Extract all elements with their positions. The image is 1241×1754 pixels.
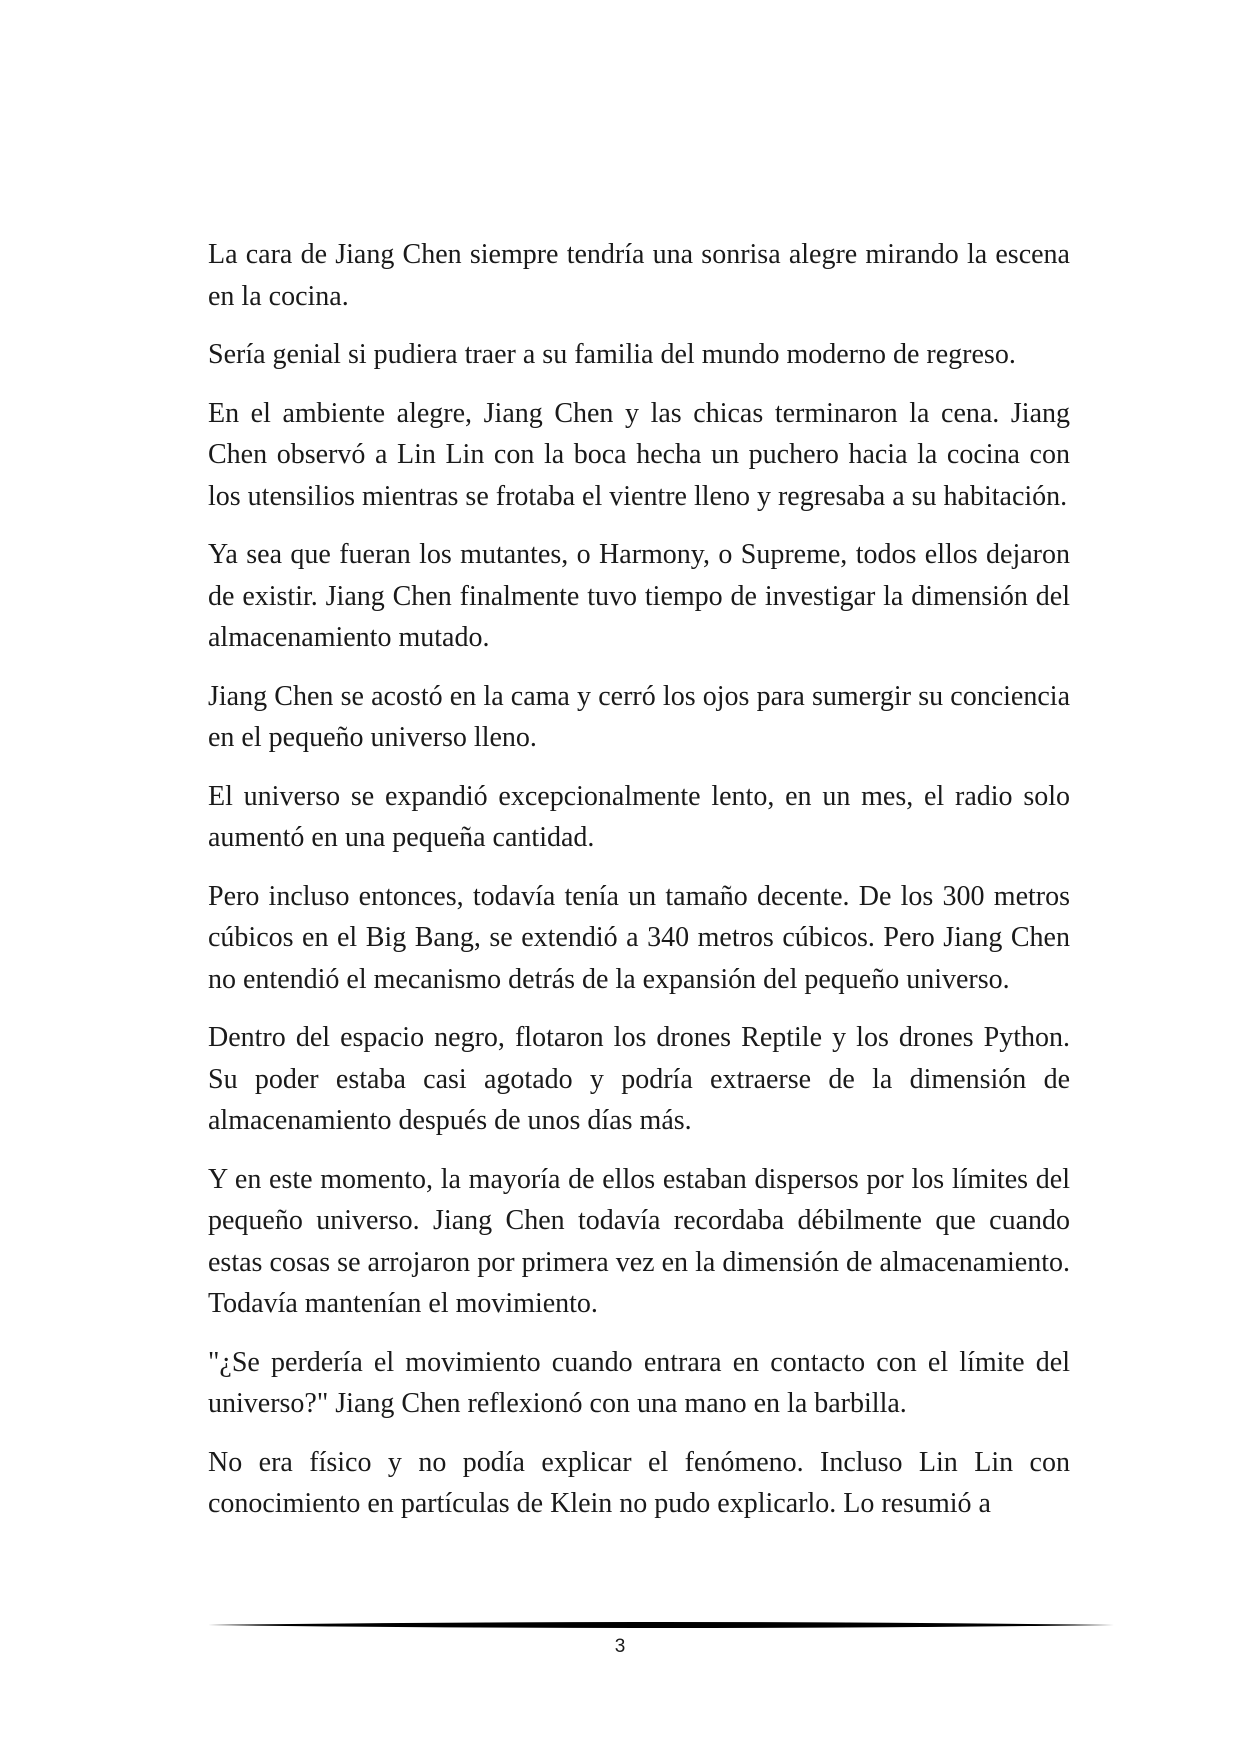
footer-divider xyxy=(208,1618,1114,1632)
paragraph: El universo se expandió excepcionalmente lento, en un mes, el radio solo aumentó en una pequeña cantidad. xyxy=(208,780,1070,853)
paragraph: Jiang Chen se acostó en la cama y cerró los ojos para sumergir su conciencia en el pequeño universo lleno. xyxy=(208,680,1070,753)
paragraph: La cara de Jiang Chen siempre tendría una sonrisa alegre mirando la escena en la cocina. xyxy=(208,239,1070,312)
paragraph: En el ambiente alegre, Jiang Chen y las chicas terminaron la cena. Jiang Chen observó a Lin Lin con la boca hecha un puchero hacia la cocina con los utensilios mientras se frotaba el vientre lleno y regresaba a su habitación. xyxy=(208,397,1070,512)
paragraph: No era físico y no podía explicar el fenómeno. Incluso Lin Lin con conocimiento en partículas de Klein no pudo explicarlo. Lo resumió a xyxy=(208,1446,1070,1519)
page-number: 3 xyxy=(614,1636,626,1657)
paragraph: Dentro del espacio negro, flotaron los drones Reptile y los drones Python. Su poder estaba casi agotado y podría extraerse de la dimensión de almacenamiento después de unos días más. xyxy=(208,1022,1070,1136)
paragraph: Sería genial si pudiera traer a su familia del mundo moderno de regreso. xyxy=(208,339,1016,370)
body-text xyxy=(208,234,1070,1542)
paragraph: Pero incluso entonces, todavía tenía un tamaño decente. De los 300 metros cúbicos en el Big Bang, se extendió a 340 metros cúbicos. Pero Jiang Chen no entendió el mecanismo detrás de la expansión del pequeño universo. xyxy=(208,880,1070,995)
paragraph: "¿Se perdería el movimiento cuando entrara en contacto con el límite del universo?" Jiang Chen reflexionó con una mano en la barbilla. xyxy=(208,1346,1070,1419)
paragraph: Y en este momento, la mayoría de ellos estaban dispersos por los límites del pequeño universo. Jiang Chen todavía recordaba débilmente que cuando estas cosas se arrojaron por primera vez en la dimensión de almacenamiento. Todavía mantenían el movimiento. xyxy=(208,1163,1070,1319)
paragraph: Ya sea que fueran los mutantes, o Harmony, o Supreme, todos ellos dejaron de existir. Jiang Chen finalmente tuvo tiempo de investigar la dimensión del almacenamiento mutado. xyxy=(208,539,1070,653)
